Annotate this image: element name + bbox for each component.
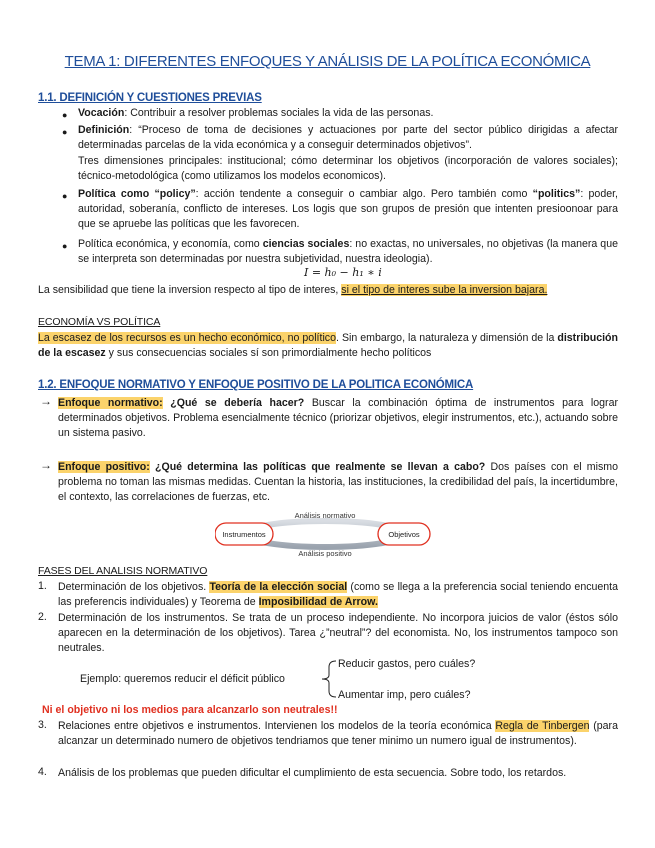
arrow-icon: → [40, 458, 52, 472]
escasez-highlight: La escasez de los recursos es un hecho económico, no político [38, 332, 336, 344]
section-1-2-heading: 1.2. ENFOQUE NORMATIVO Y ENFOQUE POSITIVO DE LA POLITICA ECONÓMICA [38, 379, 474, 391]
bullet: ● [62, 191, 68, 201]
normativo-positivo-diagram [215, 510, 435, 560]
bullet: ● [62, 241, 68, 251]
bullet-definicion: Definición: “Proceso de toma de decisiones y actuaciones por parte del sector público dirigidas a afectar determinadas parcelas de la vida económica y a conseguir determinados objetivos”. [78, 124, 618, 152]
fase-2-text: Determinación de los instrumentos. Se trata de un proceso independiente. No incorpora juicios de valor (éstos sólo aparecen en la determinación de los objetivos). Tarea ¿”neutral”? del economista. No, los instrumentos tampoco son neutrales. [58, 612, 618, 655]
diagram-top-label: Análisis normativo [294, 511, 356, 520]
enfoque-positivo-text: Enfoque positivo: ¿Qué determina las políticas que realmente se llevan a cabo? Dos países con el mismo problema no toman las mismas medidas. Cuentan la historia, las instituciones, la credibilidad del país, la incertidumbre, el contexto, las correlaciones de fuerzas, etc. [58, 461, 618, 504]
bullet-vocacion: Vocación: Contribuir a resolver problemas sociales la vida de las personas. [78, 107, 434, 119]
ejemplo-opcion-2: Aumentar imp, pero cuáles? [338, 689, 471, 701]
enfoque-normativo-text: Enfoque normativo: ¿Qué se debería hacer? Buscar la combinación óptima de instrumentos para lograr determinados objetivos. Problema esencialmente técnico (priorizar objetivos, elegir instrumentos, etc.), actuando sobre un sistema pasivo. [58, 397, 618, 440]
fase-4-text: Análisis de los problemas que pueden dificultar el cumplimiento de esta secuencia. Sobre todo, los retardos. [58, 767, 567, 779]
page-title: TEMA 1: DIFERENTES ENFOQUES Y ANÁLISIS DE LA POLÍTICA ECONÓMICA [64, 53, 591, 70]
fases-heading: FASES DEL ANALISIS NORMATIVO [38, 565, 208, 577]
diagram-left-label: Instrumentos [222, 530, 266, 539]
ejemplo-opcion-1: Reducir gastos, pero cuáles? [338, 658, 476, 670]
arrow-icon: → [40, 394, 52, 408]
ejemplo-text: Ejemplo: queremos reducir el déficit público [80, 673, 285, 685]
list-number: 2. [38, 611, 47, 623]
section-1-1-heading: 1.1. DEFINICIÓN Y CUESTIONES PREVIAS [38, 92, 262, 104]
sensibilidad-text: La sensibilidad que tiene la inversion respecto al tipo de interes, si el tipo de interes sube la inversion bajara. [38, 284, 548, 296]
investment-formula: I = h₀ − h₁ ∗ i [304, 266, 382, 279]
bullet-ciencias-sociales: Política económica, y economía, como ciencias sociales: no exactas, no universales, no objetivas (la manera que se interpreta son determinadas por nuestra subjetividad, nuestra ideologia). [78, 238, 618, 266]
economia-vs-politica-text: La escasez de los recursos es un hecho económico, no político. Sin embargo, la naturaleza y dimensión de la distribución de la escasez y sus consecuencias sociales sí son primordialmente hecho políticos [38, 332, 618, 360]
list-number: 3. [38, 719, 47, 731]
bullet-policy: Política como “policy”: acción tendente a conseguir o cambiar algo. Pero también como “politics”: poder, autoridad, soberanía, conflicto de intereses. Los logis que son grupos de presión que intenten presioonoar para que se apruebe las políticas que les favorecen. [78, 188, 618, 231]
fase-3-text: Relaciones entre objetivos e instrumentos. Intervienen los modelos de la teoría económica Regla de Tinbergen (para alcanzar un determinado numero de objetivos tendriamos que tener minimo un numero igual de instrumentos). [58, 720, 618, 748]
diagram-bottom-label: Análisis positivo [298, 549, 352, 558]
diagram-right-label: Objetivos [388, 530, 420, 539]
list-number: 1. [38, 580, 47, 592]
bullet: ● [62, 127, 68, 137]
neutrales-warning: Ni el objetivo ni los medios para alcanzarlo son neutrales!! [42, 704, 338, 716]
sensibilidad-highlight: si el tipo de interes sube la inversion bajara. [341, 284, 548, 296]
brace-icon [318, 659, 340, 699]
economia-vs-politica-heading: ECONOMÍA VS POLÍTICA [38, 316, 161, 328]
bullet: ● [62, 110, 68, 120]
fase-1-text: Determinación de los objetivos. Teoría de la elección social (como se llega a la preferencia social teniendo encuenta las preferencis individuales) y Teorema de Imposibilidad de Arrow. [58, 581, 619, 609]
dimensiones-text: Tres dimensiones principales: institucional; cómo determinar los objetivos (incorporación de valores sociales); técnico-metodológica (como utilizamos los modelos economicos). [78, 155, 618, 183]
list-number: 4. [38, 766, 47, 778]
